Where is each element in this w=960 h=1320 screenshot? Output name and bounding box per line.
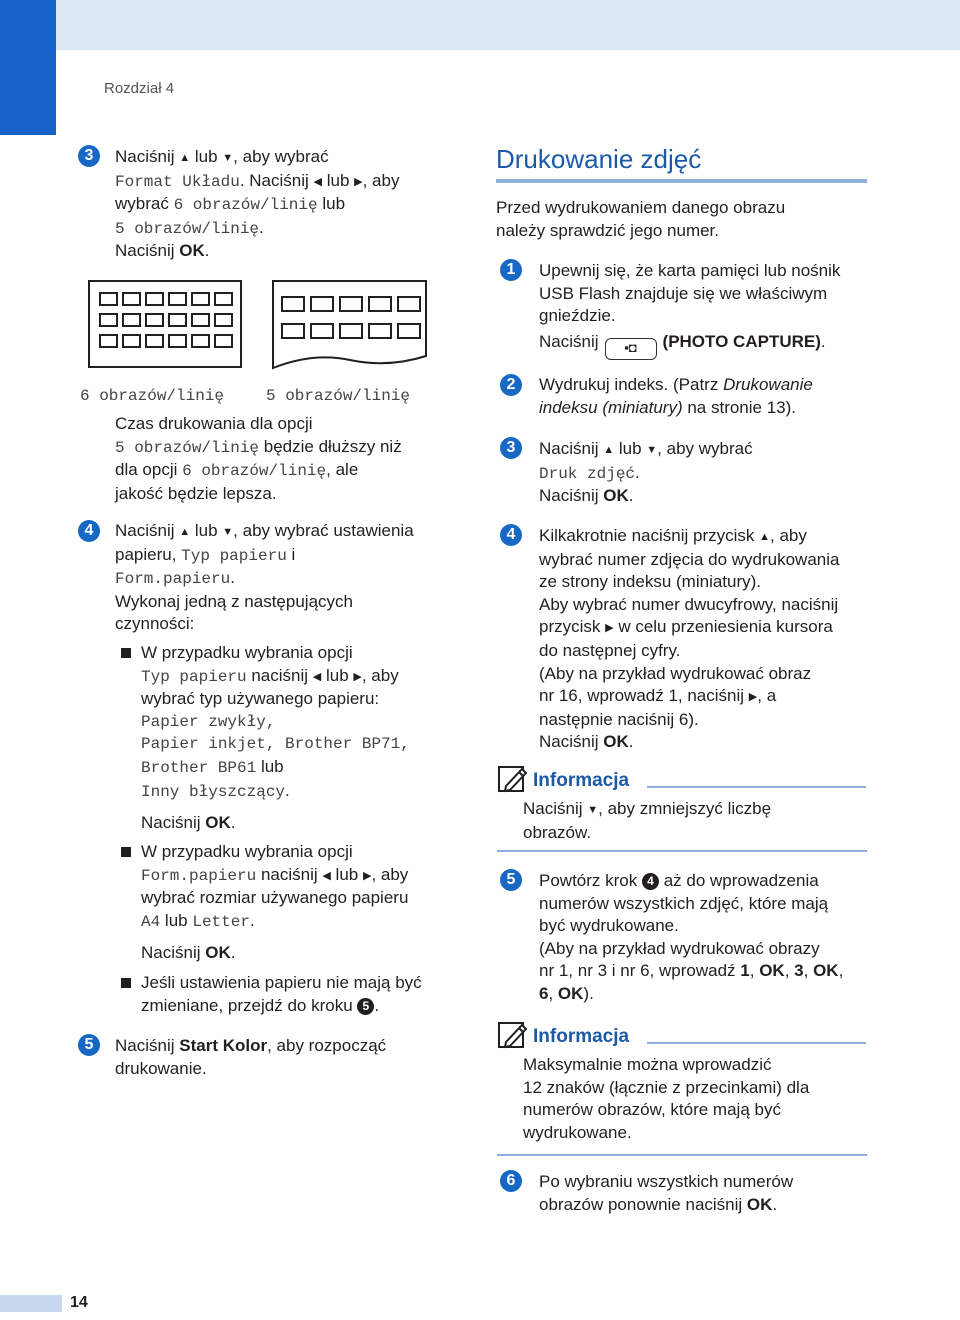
step-4-text: Naciśnij ▲ lub ▼, aby wybrać ustawienia papieru, Typ papieru i Form.papieru. Wykonaj jedną z następujących czynności: <box>115 521 414 634</box>
triangle-up-icon: ▲ <box>179 152 191 164</box>
caption-6-per-line: 6 obrazów/linię <box>80 387 225 405</box>
bullet-icon <box>121 978 131 988</box>
page-number: 14 <box>70 1294 88 1311</box>
chapter-label: Rozdział 4 <box>104 80 175 97</box>
camera-icon: ▪◘ <box>605 338 657 360</box>
layout-illustration <box>88 280 428 380</box>
step-3-text: Naciśnij ▲ lub ▼, aby wybrać Format Układu. Naciśnij ◀ lub ▶, aby wybrać 6 obrazów/linię lub 5 obrazów/linię. Naciśnij OK. <box>115 147 400 261</box>
step-1-text: Upewnij się, że karta pamięci lub nośnik USB Flash znajduje się we właściwym gnieździe. Naciśnij ▪◘ (PHOTO CAPTURE). <box>539 260 879 360</box>
step-5-text: Naciśnij Start Kolor, aby rozpocząć drukowanie. <box>115 1036 387 1078</box>
step-number: 2 <box>500 374 522 396</box>
triangle-left-icon: ◀ <box>322 869 331 882</box>
triangle-down-icon: ▼ <box>646 444 658 456</box>
caption-5-per-line: 5 obrazów/linię <box>266 387 411 405</box>
header-bar <box>0 0 960 50</box>
step-number: 5 <box>500 869 522 891</box>
step-number: 1 <box>500 259 522 281</box>
layout-5-per-line-illustration <box>273 281 426 368</box>
page-number-bar <box>0 1295 62 1312</box>
pencil-note-icon <box>498 1020 528 1050</box>
step-number: 3 <box>500 437 522 459</box>
triangle-down-icon: ▼ <box>587 804 599 816</box>
section-intro: Przed wydrukowaniem danego obrazu należy sprawdzić jego numer. <box>496 198 786 240</box>
step-number: 4 <box>78 520 100 542</box>
triangle-right-icon: ▶ <box>362 869 372 882</box>
info-2-text: Maksymalnie można wprowadzić 12 znaków (łącznie z przecinkami) dla numerów obrazów, które mają być wydrukowane. <box>523 1055 810 1142</box>
triangle-right-icon: ▶ <box>605 622 614 635</box>
info-title: Informacja <box>533 1026 630 1047</box>
chapter-tab <box>0 0 56 135</box>
triangle-down-icon: ▼ <box>222 152 234 164</box>
step-ref-badge: 5 <box>357 998 374 1015</box>
triangle-left-icon: ◀ <box>312 670 322 683</box>
bullet-paper-size: W przypadku wybrania opcji Form.papieru naciśnij ◀ lub ▶, aby wybrać rozmiar używanego papieru A4 lub Letter. Naciśnij OK. <box>141 842 409 963</box>
step-3-note: Czas drukowania dla opcji 5 obrazów/linię będzie dłuższy niż dla opcji 6 obrazów/linię, ale jakość będzie lepsza. <box>115 414 402 503</box>
triangle-up-icon: ▲ <box>759 531 771 543</box>
step-number: 4 <box>500 524 522 546</box>
triangle-up-icon: ▲ <box>179 526 191 538</box>
bullet-icon <box>121 648 131 658</box>
bullet-paper-type: W przypadku wybrania opcji Typ papieru naciśnij ◀ lub ▶, aby wybrać typ używanego papieru: Papier zwykły, Papier inkjet, Brother BP71, Brother BP61 lub Inny błyszczący. Naciśnij OK. <box>141 643 410 833</box>
step-2-text: Wydrukuj indeks. (Patrz Drukowanie indeksu (miniatury) na stronie 13). <box>539 375 813 417</box>
step-number: 5 <box>78 1034 100 1056</box>
triangle-right-icon: ▶ <box>353 670 362 683</box>
triangle-right-icon: ▶ <box>354 175 363 188</box>
step-4-right-text: Kilkakrotnie naciśnij przycisk ▲, aby wybrać numer zdjęcia do wydrukowania ze strony indeksu (miniatury). Aby wybrać numer dwucyfrowy, naciśnij przycisk ▶ w celu przeniesienia kursora do następnej cyfry. (Aby na przykład wydrukować obraz nr 16, wprowadź 1, naciśnij ▶, a następnie naciśnij 6). Naciśnij OK. <box>539 526 840 752</box>
section-title: Drukowanie zdjęć <box>496 144 702 174</box>
step-number: 6 <box>500 1170 522 1192</box>
triangle-up-icon: ▲ <box>603 444 615 456</box>
step-ref-badge: 4 <box>642 873 659 890</box>
bullet-no-change: Jeśli ustawienia papieru nie mają być zmieniane, przejdź do kroku 5 . <box>141 973 422 1015</box>
info-bottom-rule <box>497 850 867 852</box>
layout-6-per-line-illustration <box>89 281 241 367</box>
bullet-icon <box>121 847 131 857</box>
triangle-down-icon: ▼ <box>222 526 234 538</box>
info-rule <box>647 786 866 788</box>
step-5-right-text: Powtórz krok 4 aż do wprowadzenia numerów wszystkich zdjęć, które mają być wydrukowane. (Aby na przykład wydrukować obrazy nr 1, nr 3 i nr 6, wprowadź 1, OK, 3, OK, 6, OK). <box>539 871 844 1003</box>
pencil-note-icon <box>498 764 528 794</box>
title-underline <box>496 179 867 183</box>
info-rule <box>647 1042 866 1044</box>
triangle-right-icon: ▶ <box>748 691 758 704</box>
triangle-left-icon: ◀ <box>313 175 322 188</box>
info-1-text: Naciśnij ▼, aby zmniejszyć liczbę obrazów. <box>523 799 772 842</box>
step-6-text: Po wybraniu wszystkich numerów obrazów ponownie naciśnij OK. <box>539 1172 794 1214</box>
info-bottom-rule <box>497 1154 867 1156</box>
info-title: Informacja <box>533 770 630 791</box>
step-number: 3 <box>78 145 100 167</box>
step-3-right-text: Naciśnij ▲ lub ▼, aby wybrać Druk zdjęć. Naciśnij OK. <box>539 439 753 506</box>
